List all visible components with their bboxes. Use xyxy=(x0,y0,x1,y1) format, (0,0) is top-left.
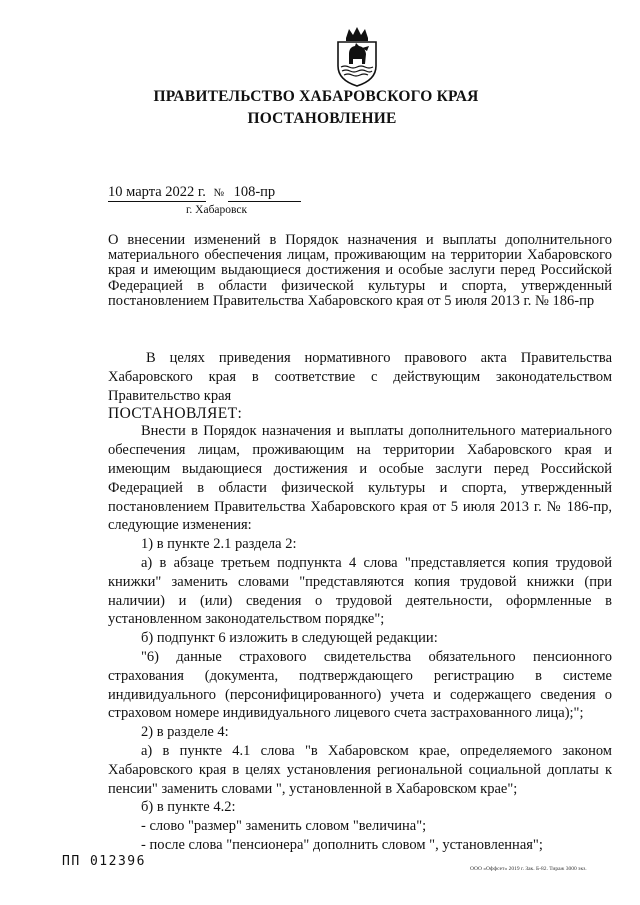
document-type: ПОСТАНОВЛЕНИЕ xyxy=(247,110,397,127)
serial-number: ПП 012396 xyxy=(62,854,146,869)
number-sign: № xyxy=(213,187,224,199)
paragraph-item-2b-2: - после слова "пенсионера" дополнить словом ", установленная"; xyxy=(141,836,543,853)
document-title: О внесении изменений в Порядок назначения и выплаты дополнительного материального обеспечения лицам, проживающим на территории Хабаровского края и имеющим выдающиеся достижения и особые заслуги перед Российской Федерацией в области физической культуры и спорта, утвержденный постановлением Правительства Хабаровского края от 5 июля 2013 г. № 186-пр xyxy=(108,232,612,309)
paragraph-item-2b: б) в пункте 4.2: xyxy=(141,799,236,816)
document-city: г. Хабаровск xyxy=(186,204,248,216)
document-date: 10 марта 2022 г. xyxy=(108,184,206,200)
resolves-heading: ПОСТАНОВЛЯЕТ: xyxy=(108,405,243,423)
coat-of-arms-emblem xyxy=(332,26,382,88)
paragraph-item-2b-1: - слово "размер" заменить словом "величина"; xyxy=(141,818,427,835)
document-body xyxy=(108,349,612,855)
document-number: 108-пр xyxy=(228,184,302,202)
paragraph-item-2a: а) в пункте 4.1 слова "в Хабаровском крае, определяемого законом Хабаровского края в целях установления региональной социальной доплаты к пенсии" заменить словами ", установленной в Хабаровском крае"; xyxy=(108,742,612,797)
government-name: ПРАВИТЕЛЬСТВО ХАБАРОВСКОГО КРАЯ xyxy=(153,88,479,105)
paragraph-item-1a: а) в абзаце третьем подпункта 4 слова "представляется копия трудовой книжки" заменить словами "представляются копия трудовой книжки (при наличии) и (или) сведения о трудовой деятельности, оформленные в установленном законодательством порядке"; xyxy=(108,554,612,628)
paragraph-item-1b: б) подпункт 6 изложить в следующей редакции: xyxy=(141,630,438,647)
date-number-line xyxy=(108,184,301,202)
printer-imprint: ООО «Оффсет» 2019 г. Зак. Б-82. Тираж 3000 экз. xyxy=(470,866,587,872)
paragraph-item-1: 1) в пункте 2.1 раздела 2: xyxy=(141,536,297,553)
paragraph-item-1b-text: "6) данные страхового свидетельства обязательного пенсионного страхования (документа, подтверждающего регистрацию в системе индивидуального (персонифицированного) учета и содержащего сведения о страховом номере индивидуального лицевого счета застрахованного лица);"; xyxy=(108,648,612,722)
preamble: В целях приведения нормативного правового акта Правительства Хабаровского края в соответствие с действующим законодательством Правительство края xyxy=(108,350,612,404)
paragraph-item-2: 2) в разделе 4: xyxy=(141,724,229,741)
paragraph-intro: Внести в Порядок назначения и выплаты дополнительного материального обеспечения лицам, проживающим на территории Хабаровского края и имеющим выдающиеся достижения и особые заслуги перед Российской Федерацией в области физической культуры и спорта, утвержденный постановлением Правительства Хабаровского края от 5 июля 2013 г. № 186-пр, следующие изменения: xyxy=(108,423,612,534)
